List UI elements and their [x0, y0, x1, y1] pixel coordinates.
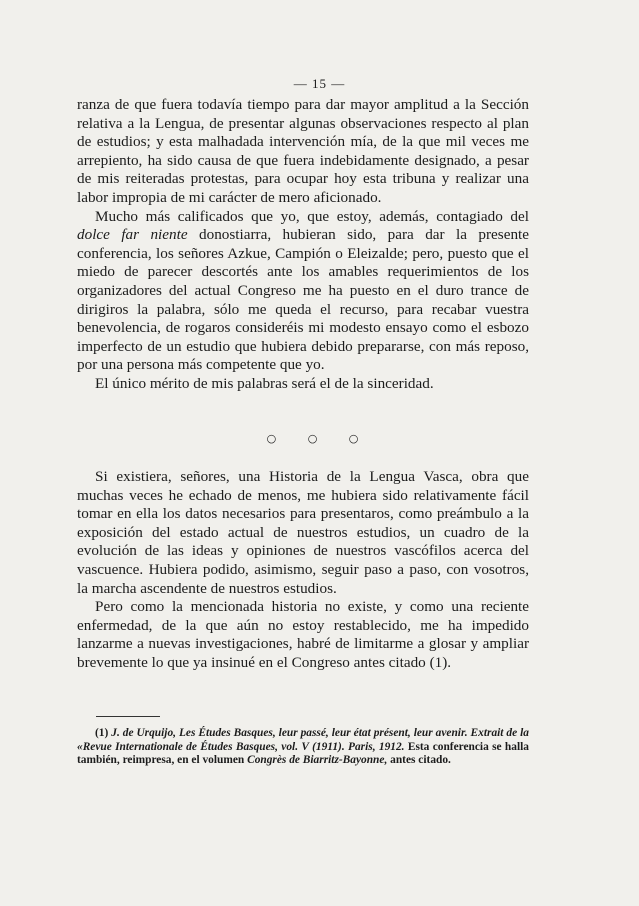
paragraph [77, 468, 529, 598]
body-text-bottom [77, 468, 529, 673]
paragraph [77, 598, 529, 672]
body-text-top [77, 96, 529, 394]
paragraph [77, 208, 529, 375]
paragraph [77, 375, 529, 394]
footnote [77, 727, 529, 768]
italic-text: Congrès de Biarritz-Bayonne, [247, 754, 388, 767]
italic-text: J. de Urquijo, Les Études Basques, leur passé, leur état présent, leur avenir. Extrait de la «Revue Internationale de Études Basques, vol. V (1911). Paris, 1912. [77, 727, 529, 753]
text-run: Mucho más calificados que yo, que estoy, además, contagiado del [95, 207, 529, 225]
text-run: Pero como la mencionada historia no existe, y como una reciente enfermedad, de la que aún no estoy restablecido, me ha impedido lanzarme a nuevas investigaciones, habré de limitarme a glosar y ampliar brevemente lo que ya insinué en el Congreso antes citado (1). [77, 598, 529, 671]
text-run: ranza de que fuera todavía tiempo para dar mayor amplitud a la Sección relativa a la Lengua, de presentar algunas observaciones respecto al plan de estudios; y esta malhadada intervención mía, de la que mil veces me arrepiento, ha sido causa de que fuera indebidamente designado, a pesar de mis reiteradas protestas, para ocupar hoy esta tribuna y realizar una labor impropia de mi carácter de mero aficionado. [77, 96, 529, 206]
footnote-rule [96, 716, 160, 717]
text-run: antes citado. [387, 754, 451, 767]
text-run: donostiarra, hubieran sido, para dar la presente conferencia, los señores Azkue, Campión o Eleizalde; pero, puesto que el miedo de parecer descortés ante los amables requerimientos de los organizadores del actual Congreso me ha puesto en el duro trance de dirigiros la palabra, sólo me queda el recurso, para recabar vuestra benevolencia, de rogaros consideréis mi modesto ensayo como el esbozo imperfecto de un estudio que hubiera debido prepararse, con más reposo, por una persona más competente que yo. [77, 226, 529, 374]
italic-text: dolce far niente [77, 226, 188, 244]
text-run: (1) [95, 727, 112, 739]
paragraph [77, 96, 529, 208]
text-run: Esta conferencia se halla también, reimpresa, en el volumen [77, 740, 529, 767]
section-separator: ○ ○ ○ [266, 432, 373, 445]
text-run: Si existiera, señores, una Historia de la Lengua Vasca, obra que muchas veces he echado de menos, me hubiera sido relativamente fácil tomar en ella los datos necesarios para presentaros, como preámbulo a la exposición del estado actual de nuestros estudios, un cuadro de la evolución de las ideas y opiniones de nuestros vascófilos acerca del vascuence. Hubiera podido, asimismo, seguir paso a paso, con vosotros, la marcha ascendente de nuestros estudios. [77, 468, 529, 597]
page-number: — 15 — [293, 76, 346, 91]
text-run: El único mérito de mis palabras será el de la sinceridad. [95, 374, 434, 392]
footnote-text [77, 727, 529, 768]
